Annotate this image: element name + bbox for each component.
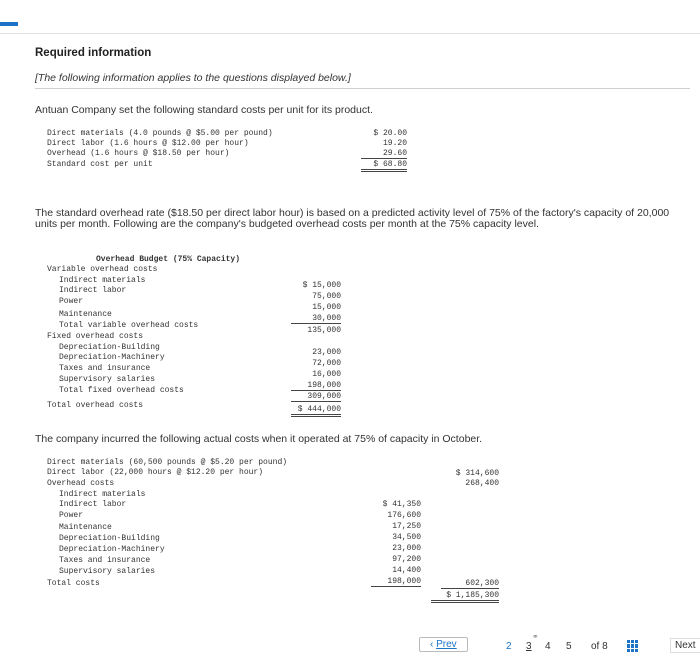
overhead-item-value: 14,400	[392, 566, 421, 575]
info-note: [The following information applies to the questions displayed below.]	[35, 72, 351, 84]
std-row-label: Overhead (1.6 hours @ $18.50 per hour)	[47, 149, 230, 158]
overhead-item-value: 23,000	[392, 544, 421, 553]
actual-dm-value: $ 314,600	[455, 469, 499, 478]
grid-icon[interactable]	[627, 640, 639, 652]
budget-item-label: Maintenance	[59, 310, 112, 319]
budget-item-value: 198,000	[291, 381, 341, 391]
required-info-title: Required information	[35, 47, 152, 59]
page-link-2[interactable]: 2	[506, 641, 512, 652]
question-panel	[26, 34, 700, 657]
prev-button[interactable]	[419, 637, 468, 652]
variable-heading: Variable overhead costs	[47, 265, 158, 274]
actual-dl-value: 268,400	[465, 479, 499, 488]
std-row-value: $ 20.00	[373, 129, 407, 138]
total-fixed-label: Total fixed overhead costs	[59, 386, 184, 395]
budget-item-value: 75,000	[312, 292, 341, 301]
budget-item-value: $ 15,000	[302, 281, 341, 290]
overhead-item-value: 97,200	[392, 555, 421, 564]
total-overhead-value: $ 444,000	[291, 405, 341, 417]
overhead-item-label: Indirect labor	[59, 500, 127, 509]
budget-title: Overhead Budget (75% Capacity)	[96, 255, 241, 264]
accent-marker	[0, 22, 18, 26]
overhead-item-label: Depreciation-Machinery	[59, 545, 165, 554]
chevron-left-icon: ‹	[430, 639, 434, 650]
std-row-label: Standard cost per unit	[47, 160, 153, 169]
overhead-heading: Overhead costs	[47, 479, 115, 488]
budget-item-value: 72,000	[312, 359, 341, 368]
overhead-item-value: $ 41,350	[382, 500, 421, 509]
page-link-3[interactable]: 3	[526, 641, 532, 652]
overhead-item-label: Power	[59, 511, 84, 520]
overhead-item-label: Maintenance	[59, 523, 112, 532]
total-variable-value: 135,000	[307, 326, 341, 335]
overhead-item-value: 198,000	[371, 577, 421, 587]
budget-item-label: Depreciation-Machinery	[59, 353, 165, 362]
overhead-item-value: 176,600	[387, 511, 421, 520]
link-icon: ⚭	[532, 632, 539, 641]
total-variable-label: Total variable overhead costs	[59, 321, 199, 330]
actual-dm-label: Direct materials (60,500 pounds @ $5.20 per pound)	[47, 458, 288, 467]
budget-item-label: Indirect labor	[59, 286, 127, 295]
actual-intro: The company incurred the following actual costs when it operated at 75% of capacity in October.	[35, 433, 483, 445]
std-row-label: Direct labor (1.6 hours @ $12.00 per hour)	[47, 139, 249, 148]
actual-dl-label: Direct labor (22,000 hours @ $12.20 per hour)	[47, 468, 264, 477]
budget-item-value: 30,000	[291, 314, 341, 324]
total-costs-label: Total costs	[47, 579, 100, 588]
budget-item-label: Power	[59, 297, 84, 306]
std-row-label: Direct materials (4.0 pounds @ $5.00 per pound)	[47, 129, 273, 138]
rate-paragraph: The standard overhead rate ($18.50 per direct labor hour) is based on a predicted activity level of 75% of the factory's capacity of 20,000 units per month. Following are the company's budgeted overhead costs per month at the 75% capacity level.	[35, 207, 670, 230]
overhead-total-value: 602,300	[441, 579, 499, 589]
overhead-item-label: Supervisory salaries	[59, 567, 156, 576]
total-costs-value: $ 1,185,300	[431, 591, 499, 603]
budget-item-label: Taxes and insurance	[59, 364, 151, 373]
next-button[interactable]	[670, 638, 700, 653]
total-overhead-label: Total overhead costs	[47, 401, 144, 410]
std-row-value: 19.20	[382, 139, 407, 148]
budget-item-label: Supervisory salaries	[59, 375, 156, 384]
budget-item-value: 16,000	[312, 370, 341, 379]
budget-item-label: Depreciation-Building	[59, 343, 160, 352]
std-total-value: $ 68.80	[361, 160, 407, 172]
overhead-item-value: 17,250	[392, 522, 421, 531]
page-link-4[interactable]: 4	[545, 641, 551, 652]
overhead-item-label: Taxes and insurance	[59, 556, 151, 565]
std-row-value: 29.60	[361, 149, 407, 159]
prev-label: Prev	[436, 639, 457, 650]
total-fixed-value: 309,000	[291, 392, 341, 402]
top-bar	[0, 0, 700, 34]
page-link-5[interactable]: 5	[566, 641, 572, 652]
page-count: of 8	[591, 641, 608, 652]
next-label: Next	[675, 640, 696, 651]
overhead-item-label: Depreciation-Building	[59, 534, 160, 543]
fixed-heading: Fixed overhead costs	[47, 332, 144, 341]
budget-item-label: Indirect materials	[59, 276, 146, 285]
budget-item-value: 15,000	[312, 303, 341, 312]
overhead-item-value: 34,500	[392, 533, 421, 542]
intro-text: Antuan Company set the following standard costs per unit for its product.	[35, 104, 373, 116]
budget-item-value: 23,000	[312, 348, 341, 357]
overhead-item-label: Indirect materials	[59, 490, 146, 499]
divider	[35, 88, 690, 89]
